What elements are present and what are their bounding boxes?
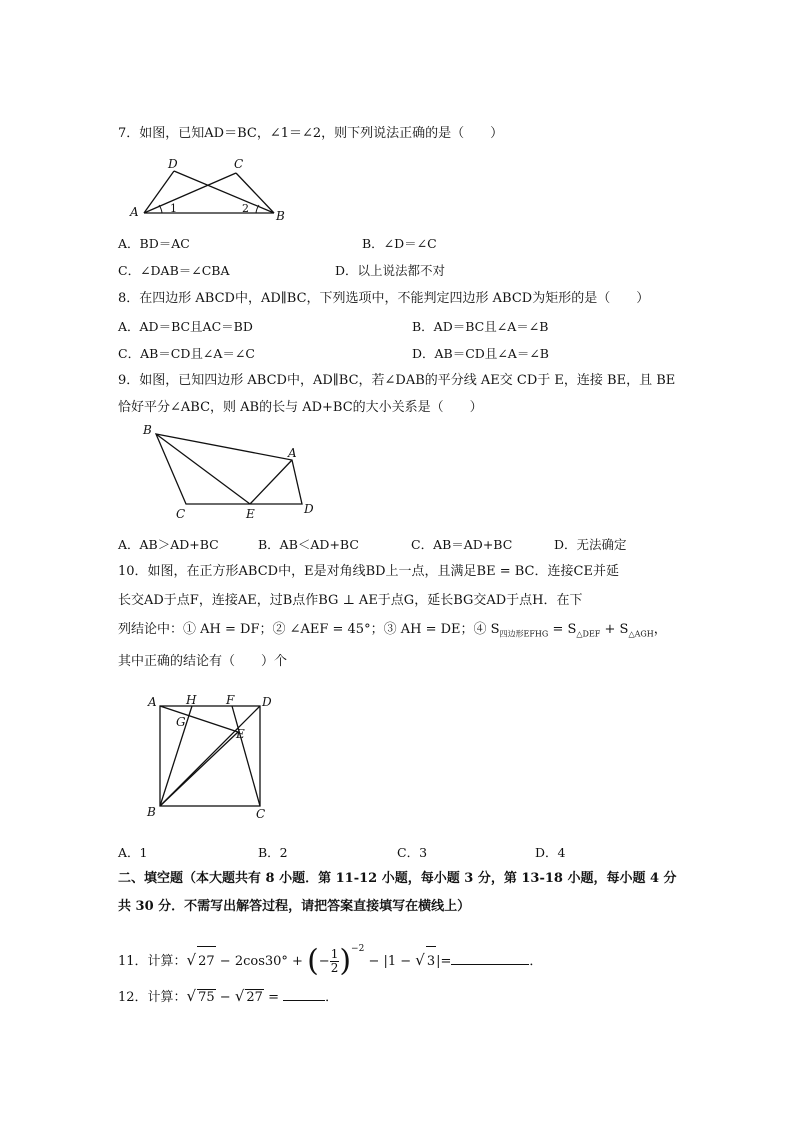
q7-label-1: 1 — [170, 202, 177, 215]
q9-figure — [140, 422, 340, 522]
q10-label-C: C — [256, 807, 266, 821]
q7-label-2: 2 — [242, 202, 249, 215]
q9-label-E: E — [246, 507, 255, 521]
q11-period: ． — [529, 954, 543, 969]
q12-minus: − — [215, 990, 235, 1005]
q10-label-E: E — [236, 727, 245, 741]
q7-option-c: C．∠DAB＝∠CBA — [118, 263, 230, 278]
q10-label-A: A — [148, 695, 157, 709]
q9-label-A: A — [288, 446, 297, 460]
sqrt-icon: √ — [415, 951, 425, 969]
q9-option-d: D．无法确定 — [554, 537, 627, 552]
q10-sub-agh: △AGH — [628, 629, 654, 639]
q10-figure — [144, 692, 284, 822]
q10-option-b: B．2 — [258, 845, 288, 860]
q7-label-B: B — [276, 209, 285, 223]
q11-minus: − — [318, 954, 330, 969]
q9-stem-line1: 9．如图，已知四边形 ABCD中，AD∥BC，若∠DAB的平分线 AE交 CD于 E，连接 BE，且 BE — [118, 373, 676, 388]
sqrt-icon: √ — [186, 951, 197, 969]
q11-fraction — [330, 948, 340, 975]
q10-stem-line4: 其中正确的结论有（ ）个 — [118, 654, 288, 669]
q11-radicand-1: 27 — [197, 946, 216, 977]
q10-plus: + S — [600, 622, 629, 637]
q10-sub-efhg: 四边形EFHG — [499, 629, 549, 639]
q10-label-B: B — [147, 805, 156, 819]
q7-stem: 7．如图，已知AD＝BC，∠1＝∠2，则下列说法正确的是（ ） — [118, 126, 504, 141]
q12-answer-blank[interactable] — [283, 988, 325, 1001]
q7-option-a: A．BD＝AC — [118, 236, 190, 251]
q8-option-a: A．AD＝BC且AC＝BD — [118, 319, 253, 334]
q7-option-d: D．以上说法都不对 — [335, 263, 446, 278]
right-paren-icon: ) — [339, 943, 352, 979]
left-paren-icon: ( — [307, 943, 319, 979]
q11-line — [118, 934, 543, 979]
q8-stem: 8．在四边形 ABCD中，AD∥BC，下列选项中，不能判定四边形 ABCD为矩形的是（ ） — [118, 291, 650, 306]
q10-option-a: A．1 — [118, 845, 148, 860]
q7-label-D: D — [168, 157, 178, 171]
q12-radicand-2: 27 — [246, 990, 263, 1005]
q10-option-d: D．4 — [535, 845, 566, 860]
q9-option-b: B．AB＜AD+BC — [258, 537, 359, 552]
q9-option-a: A．AB＞AD+BC — [118, 537, 219, 552]
q12-equals: = — [263, 990, 284, 1005]
q12-line — [118, 988, 338, 1006]
q10-stem-line3 — [118, 622, 667, 643]
q9-option-c: C．AB＝AD+BC — [411, 537, 513, 552]
sqrt-icon: √ — [234, 987, 245, 1005]
q8-option-b: B．AD＝BC且∠A＝∠B — [412, 319, 549, 334]
section2-heading-line2: 共 30 分．不需写出解答过程，请把答案直接填写在横线上） — [118, 899, 471, 914]
q10-label-H: H — [186, 693, 197, 707]
q10-stem-line1: 10．如图，在正方形ABCD中，E是对角线BD上一点，且满足BE = BC．连接CE并延 — [118, 564, 619, 579]
q11-radicand-2: 3 — [426, 946, 436, 977]
q11-numerator: 1 — [330, 947, 339, 961]
q10-label-G: G — [176, 715, 186, 729]
section2-heading-line1: 二、填空题（本大题共有 8 小题．第 11-12 小题，每小题 3 分，第 13-18 小题，每小题 4 分 — [118, 871, 677, 886]
q12-radicand-1: 75 — [198, 990, 215, 1005]
q8-option-c: C．AB＝CD且∠A＝∠C — [118, 346, 255, 361]
q7-label-C: C — [234, 157, 244, 171]
q10-label-D: D — [262, 695, 272, 709]
q12-label: 12．计算： — [118, 990, 187, 1005]
q9-label-B: B — [143, 423, 152, 437]
q11-answer-blank[interactable] — [451, 952, 529, 965]
q9-label-C: C — [176, 507, 186, 521]
q11-label: 11．计算： — [118, 954, 187, 969]
q10-comma: ， — [653, 622, 667, 637]
sqrt-icon: √ — [186, 987, 197, 1005]
q9-label-D: D — [304, 502, 314, 516]
q10-stem-line2: 长交AD于点F，连接AE，过B点作BG ⊥ AE于点G，延长BG交AD于点H．在下 — [118, 593, 583, 608]
q7-label-A: A — [130, 205, 139, 219]
q10-conclusions: 列结论中：① AH = DF；② ∠AEF = 45°；③ AH = DE；④ S — [118, 622, 500, 637]
q9-stem-line2: 恰好平分∠ABC，则 AB的长与 AD+BC的大小关系是（ ） — [118, 400, 483, 415]
q7-option-b: B．∠D＝∠C — [362, 236, 437, 251]
q10-sub-def: △DEF — [576, 629, 601, 639]
q10-option-c: C．3 — [397, 845, 428, 860]
q11-end: |= — [436, 954, 452, 969]
q11-tail: − |1 − — [364, 954, 416, 969]
q11-middle: − 2cos30° + — [215, 954, 308, 969]
q10-eq: = S — [548, 622, 577, 637]
q7-figure — [126, 155, 306, 225]
q12-period: ． — [325, 990, 339, 1005]
q10-label-F: F — [226, 693, 235, 707]
q11-denominator: 2 — [330, 961, 339, 975]
q11-exponent: −2 — [351, 944, 365, 954]
q8-option-d: D．AB＝CD且∠A＝∠B — [412, 346, 549, 361]
